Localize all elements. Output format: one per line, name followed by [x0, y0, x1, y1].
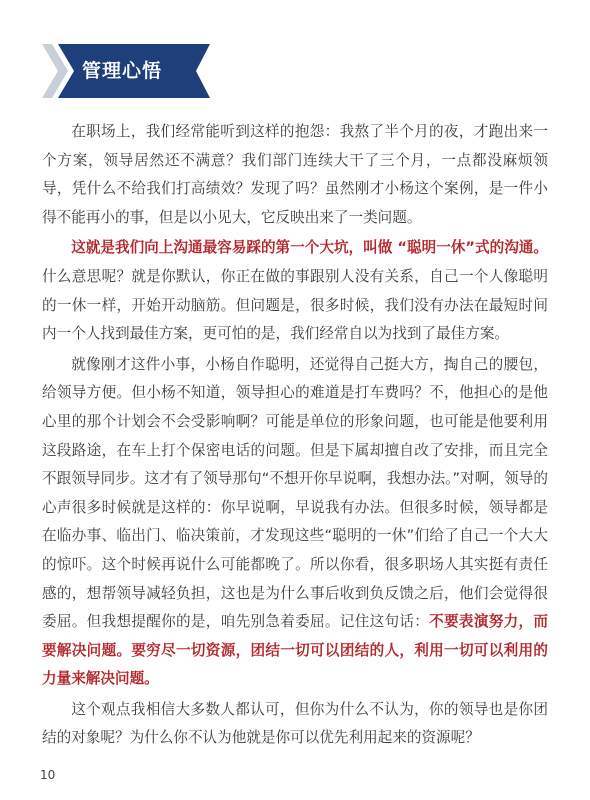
paragraph-1 — [42, 118, 548, 232]
section-header-banner — [38, 44, 210, 98]
paragraph-4-text: 这个观点我相信大多数人都认可，但你为什么不认为，你的领导也是你团结的对象呢？为什么你不认为他就是你可以优先利用起来的资源呢？ — [42, 700, 548, 747]
paragraph-3 — [42, 351, 548, 694]
paragraph-3-highlight: 不要表演努力，而要解决问题。要穷尽一切资源，团结一切可以团结的人，利用一切可以利用的力量来解决问题。 — [42, 613, 548, 688]
paragraph-4 — [42, 696, 548, 753]
paragraph-3-text: 就像刚才这件小事，小杨自作聪明，还觉得自己挺大方，掏自己的腰包，给领导方便。但小杨不知道，领导担心的难道是打车费吗？不，他担心的是他心里的那个计划会不会受影响啊？可能是单位的形象问题，也可能是他要利用这段路途，在车上打个保密电话的问题。但是下属却擅自改了安排，而且完全不跟领导同步。这才有了领导那句“不想开你早说啊，我想办法。”对啊，领导的心声很多时候就是这样的：你早说啊，早说我有办法。但很多时候，领导都是在临办事、临出门、临决策前，才发现这些“聪明的一休”们给了自己一个大大的惊吓。这个时候再说什么可能都晚了。所以你看，很多职场人其实挺有责任感的，想帮领导减轻负担，这也是为什么事后收到负反馈之后，他们会觉得很委屈。但我想提醒你的是，咱先别急着委屈。记住这句话： — [42, 355, 548, 631]
page-number: 10 — [40, 768, 56, 782]
paragraph-2 — [42, 234, 548, 348]
paragraph-1-text: 在职场上，我们经常能听到这样的抱怨：我熬了半个月的夜，才跑出来一个方案，领导居然还不满意？我们部门连续大干了三个月，一点都没麻烦领导，凭什么不给我们打高绩效？发现了吗？虽然刚才小杨这个案例，是一件小得不能再小的事，但是以小见大，它反映出来了一类问题。 — [42, 123, 548, 226]
paragraph-2-text: 什么意思呢？就是你默认，你正在做的事跟别人没有关系，自己一个人像聪明的一休一样，开始开动脑筋。但问题是，很多时候，我们没有办法在最短时间内一个人找到最佳方案，更可怕的是，我们经常自以为找到了最佳方案。 — [42, 267, 548, 343]
section-title: 管理心悟 — [82, 60, 163, 82]
article-body — [42, 118, 548, 755]
paragraph-2-highlight: 这就是我们向上沟通最容易踩的第一个大坑，叫做 “聪明一休”式的沟通。 — [71, 239, 548, 257]
